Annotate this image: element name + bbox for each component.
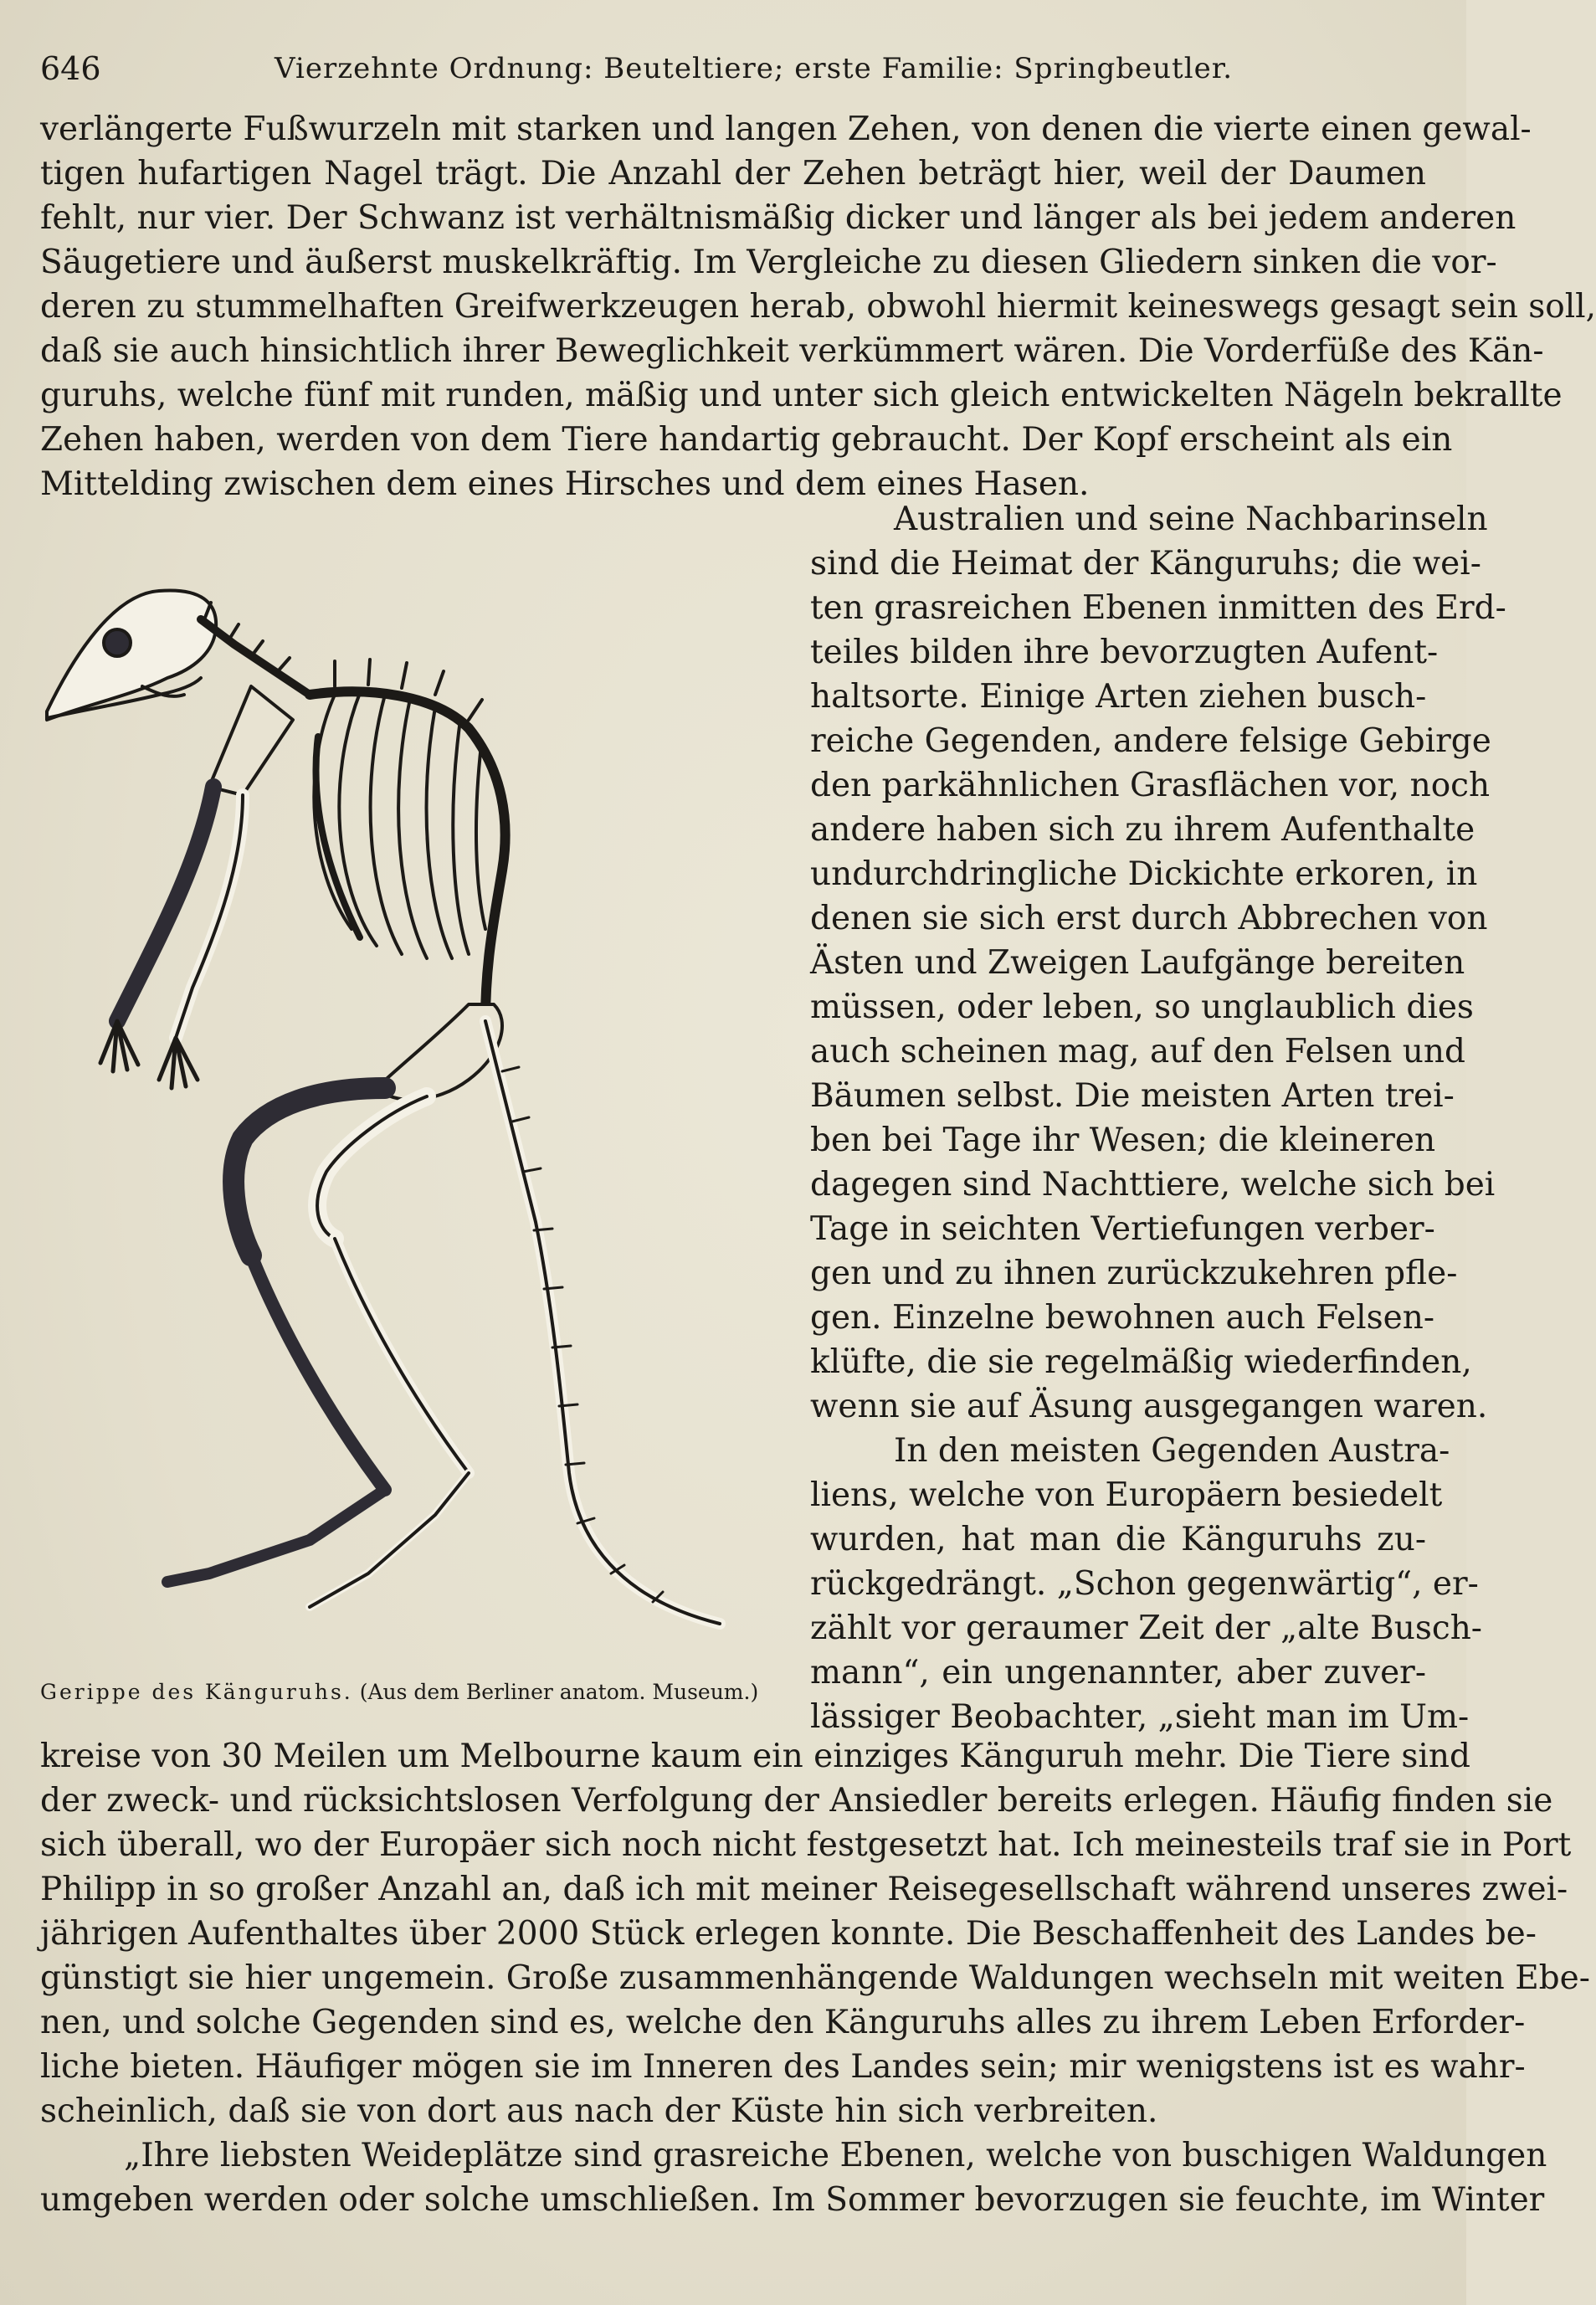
text-line: lässiger Beobachter, „sieht man im Um-	[810, 1698, 1470, 1736]
text-line: klüfte, die sie regelmäßig wiederfinden,	[810, 1343, 1472, 1381]
text-line: liens, welche von Europäern besiedelt	[810, 1476, 1443, 1514]
right-column-text	[810, 497, 1506, 1739]
text-line: zählt vor geraumer Zeit der „alte Busch-	[810, 1609, 1482, 1647]
text-line: auch scheinen mag, auf den Felsen und	[810, 1033, 1466, 1070]
text-line: müssen, oder leben, so unglaublich dies	[810, 988, 1474, 1026]
top-paragraph	[40, 107, 1596, 506]
text-line: Mittelding zwischen dem eines Hirsches und dem eines Hasen.	[40, 465, 1090, 503]
text-line: teiles bilden ihre bevorzugten Aufent-	[810, 634, 1439, 671]
text-line: liche bieten. Häufiger mögen sie im Inneren des Landes sein; mir wenigstens ist es wahr-	[40, 2048, 1526, 2086]
bottom-paragraph	[40, 1734, 1590, 2222]
text-line: nen, und solche Gegenden sind es, welche den Känguruhs alles zu ihrem Leben Erforder-	[40, 2004, 1526, 2041]
text-line: verlängerte Fußwurzeln mit starken und langen Zehen, von denen die vierte einen gewal-	[40, 110, 1532, 148]
text-line: jährigen Aufenthaltes über 2000 Stück erlegen konnte. Die Beschaffenheit des Landes be-	[40, 1915, 1537, 1953]
skeleton-drawing	[33, 569, 787, 1674]
caption-title: Gerippe des Känguruhs.	[40, 1680, 353, 1704]
caption-source: (Aus dem Berliner anatom. Museum.)	[359, 1680, 759, 1704]
text-line: ben bei Tage ihr Wesen; die kleineren	[810, 1122, 1436, 1159]
text-line: mann“, ein ungenannter, aber zuver-	[810, 1654, 1426, 1692]
text-line: reiche Gegenden, andere felsige Gebirge	[810, 722, 1491, 760]
text-line: Tage in seichten Vertiefungen verber-	[810, 1210, 1435, 1248]
text-line: gen. Einzelne bewohnen auch Felsen-	[810, 1299, 1435, 1337]
text-line: wurden, hat man die Känguruhs zu-	[810, 1521, 1426, 1558]
text-line: sich überall, wo der Europäer sich noch nicht festgesetzt hat. Ich meinesteils traf sie in Port	[40, 1826, 1572, 1864]
text-line: tigen hufartigen Nagel trägt. Die Anzahl der Zehen beträgt hier, weil der Daumen	[40, 155, 1426, 193]
text-line: deren zu stummelhaften Greifwerkzeugen herab, obwohl hiermit keineswegs gesagt sein soll,	[40, 288, 1596, 326]
text-line: Ästen und Zweigen Laufgänge bereiten	[810, 944, 1465, 982]
running-head: Vierzehnte Ordnung: Beuteltiere; erste Familie: Springbeutler.	[275, 52, 1234, 85]
text-line: wenn sie auf Äsung ausgegangen waren.	[810, 1388, 1488, 1425]
text-line: scheinlich, daß sie von dort aus nach der Küste hin sich verbreiten.	[40, 2092, 1158, 2130]
text-line: andere haben sich zu ihrem Aufenthalte	[810, 811, 1475, 849]
text-line: günstigt sie hier ungemein. Große zusammenhängende Waldungen wechseln mit weiten Ebe-	[40, 1959, 1590, 1997]
text-line: ten grasreichen Ebenen inmitten des Erd-	[810, 589, 1506, 627]
text-line: guruhs, welche fünf mit runden, mäßig und unter sich gleich entwickelten Nägeln bekrallte	[40, 377, 1563, 414]
text-line: den parkähnlichen Grasflächen vor, noch	[810, 767, 1491, 804]
text-line: fehlt, nur vier. Der Schwanz ist verhältnismäßig dicker und länger als bei jedem anderen	[40, 199, 1516, 237]
kangaroo-skeleton-illustration	[33, 569, 787, 1691]
text-line: haltsorte. Einige Arten ziehen busch-	[810, 678, 1427, 716]
text-line: gen und zu ihnen zurückzukehren pfle-	[810, 1255, 1458, 1292]
text-line: Säugetiere und äußerst muskelkräftig. Im Vergleiche zu diesen Gliedern sinken die vor-	[40, 244, 1497, 281]
text-line: dagegen sind Nachttiere, welche sich bei	[810, 1166, 1496, 1204]
figure-caption	[40, 1676, 793, 1709]
text-line: kreise von 30 Meilen um Melbourne kaum ein einziges Känguruh mehr. Die Tiere sind	[40, 1738, 1470, 1775]
text-line: undurchdringliche Dickichte erkoren, in	[810, 855, 1478, 893]
text-line: Zehen haben, werden von dem Tiere handartig gebraucht. Der Kopf erscheint als ein	[40, 421, 1453, 459]
text-line: Australien und seine Nachbarinseln	[894, 501, 1488, 538]
text-line: daß sie auch hinsichtlich ihrer Beweglichkeit verkümmert wären. Die Vorderfüße des Kän-	[40, 332, 1544, 370]
text-line: umgeben werden oder solche umschließen. Im Sommer bevorzugen sie feuchte, im Winter	[40, 2181, 1545, 2219]
page-number: 646	[40, 50, 101, 87]
text-line: Bäumen selbst. Die meisten Arten trei-	[810, 1077, 1455, 1115]
text-line: Philipp in so großer Anzahl an, daß ich mit meiner Reisegesellschaft während unseres zwei-	[40, 1871, 1568, 1908]
text-line: In den meisten Gegenden Austra-	[894, 1432, 1450, 1470]
text-line: rückgedrängt. „Schon gegenwärtig“, er-	[810, 1565, 1479, 1603]
text-line: denen sie sich erst durch Abbrechen von	[810, 900, 1488, 937]
text-line: „Ihre liebsten Weideplätze sind grasreiche Ebenen, welche von buschigen Waldungen	[124, 2137, 1547, 2174]
text-line: sind die Heimat der Känguruhs; die wei-	[810, 545, 1481, 583]
text-line: der zweck- und rücksichtslosen Verfolgung der Ansiedler bereits erlegen. Häufig finden sie	[40, 1782, 1553, 1820]
page-header	[40, 44, 1426, 94]
